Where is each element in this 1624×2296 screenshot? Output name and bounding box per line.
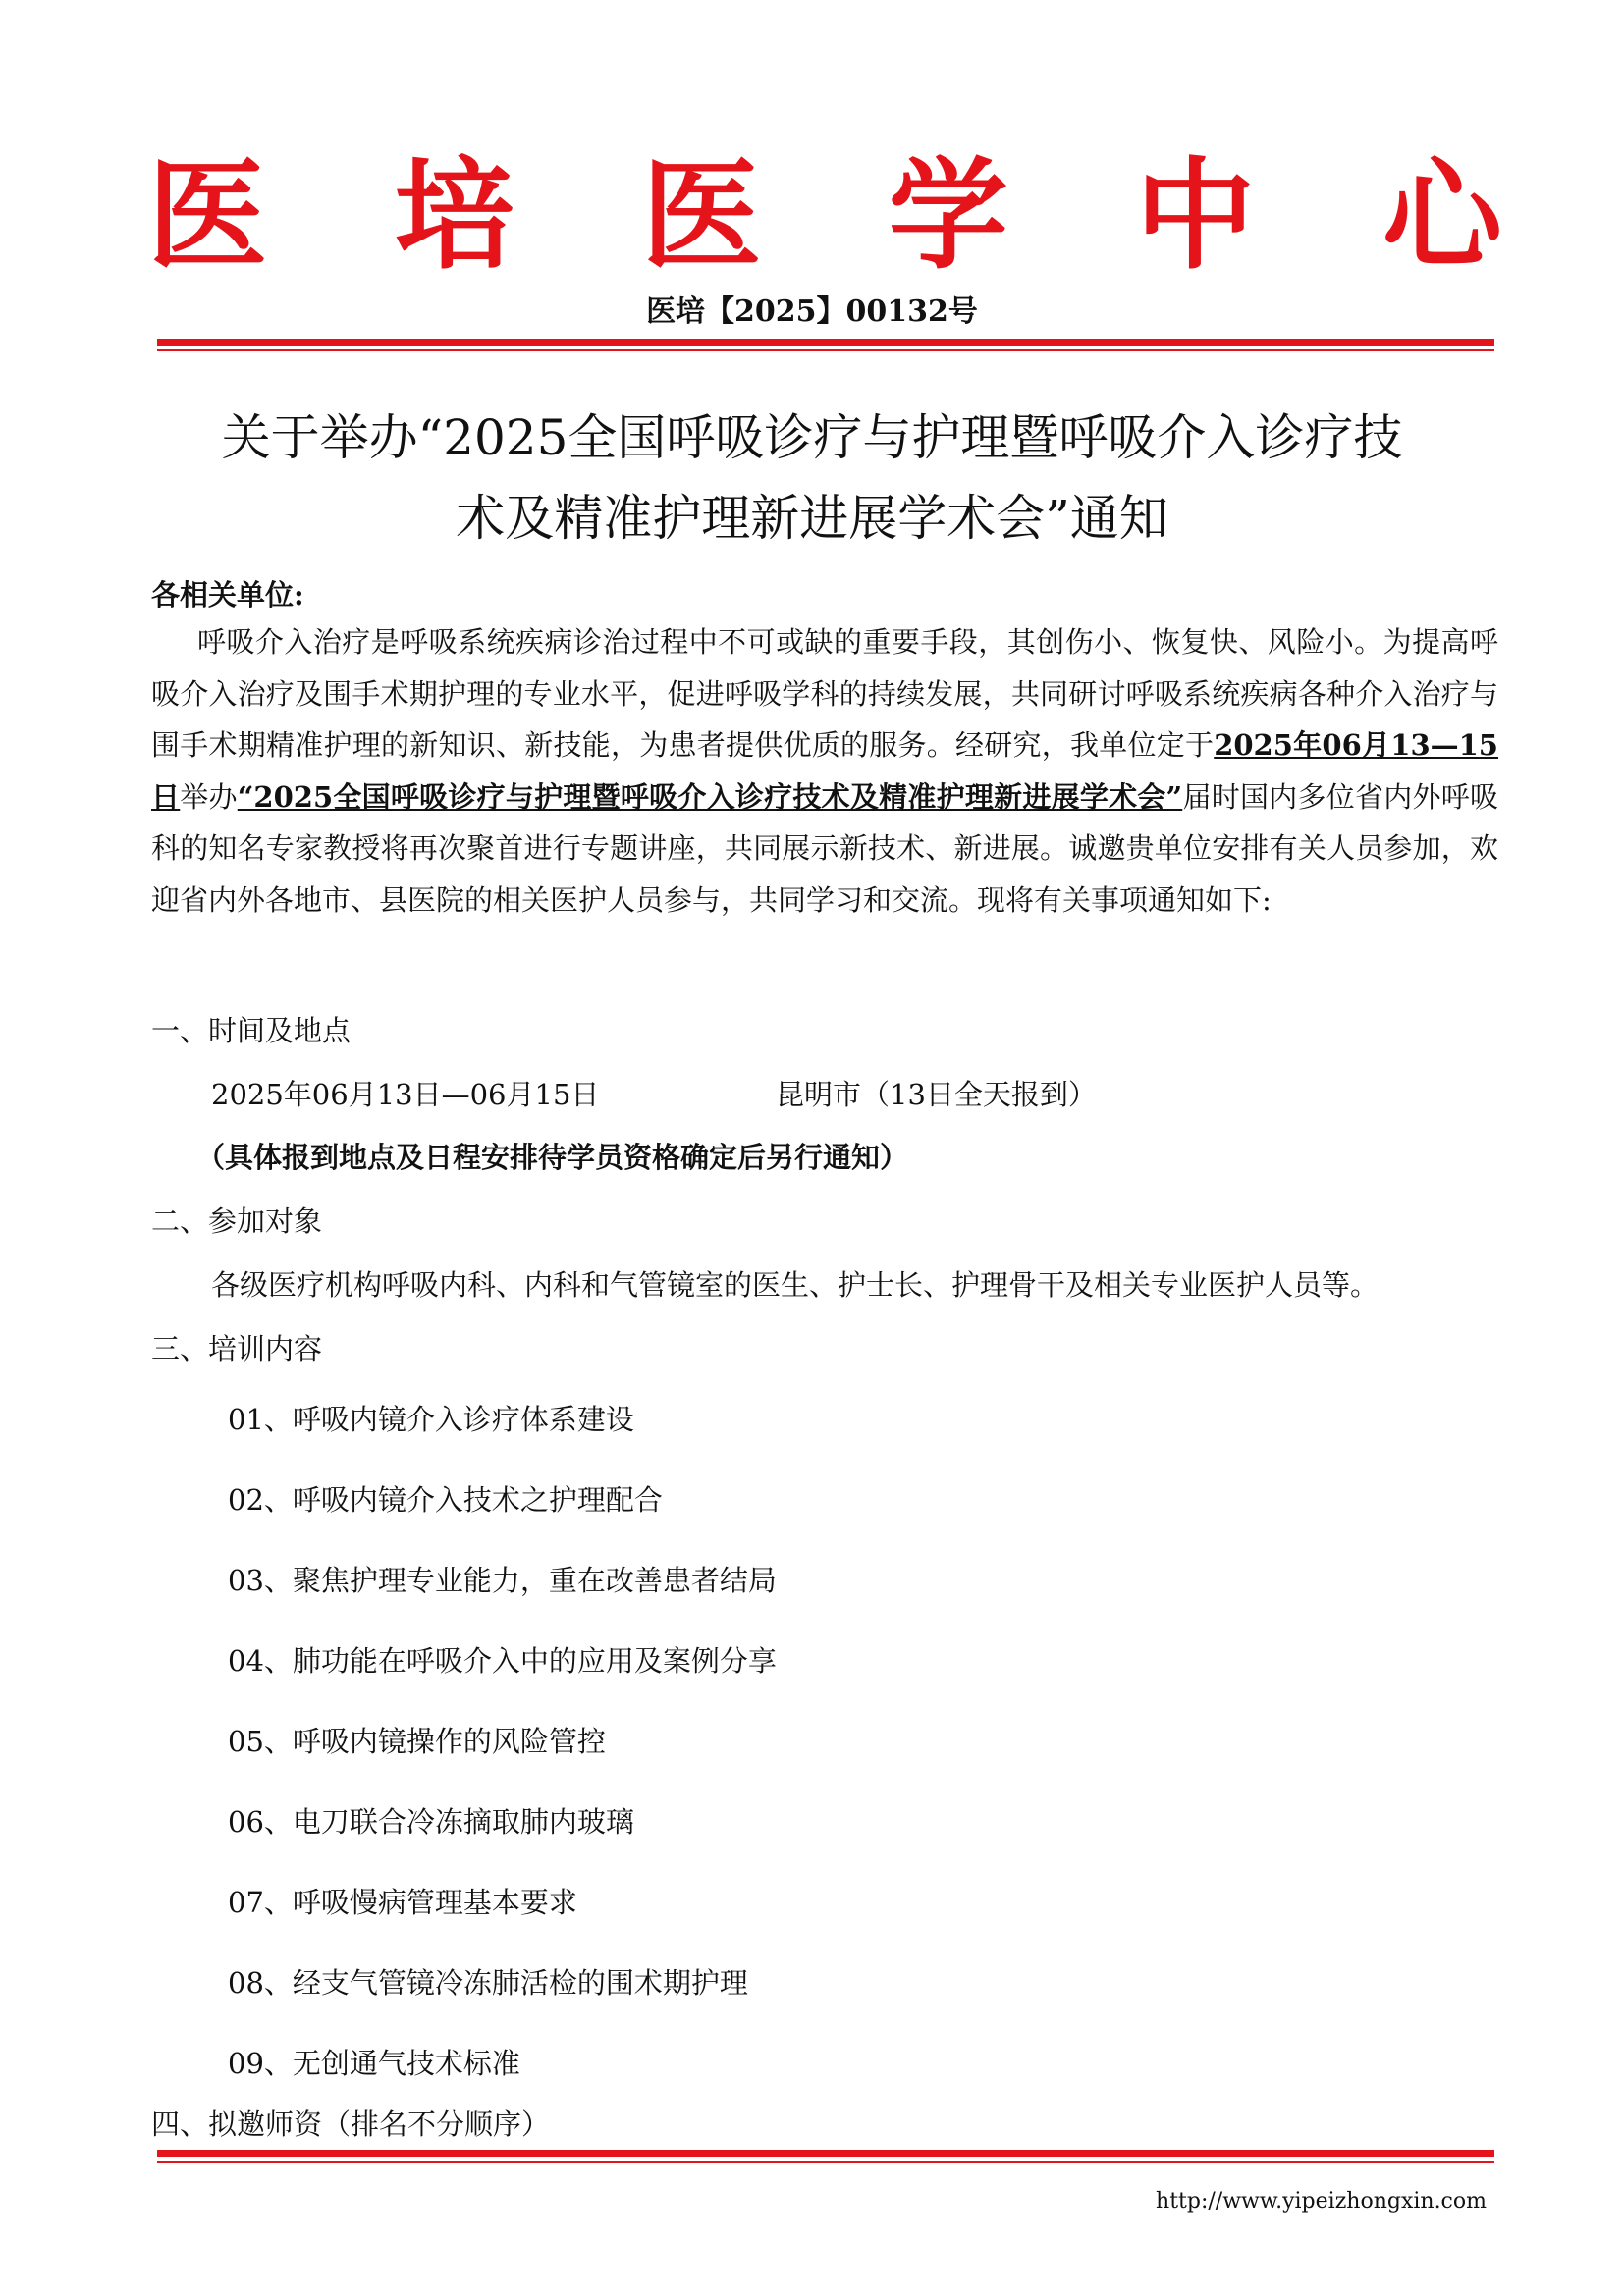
masthead-char: 医	[641, 146, 762, 286]
masthead-char: 培	[394, 146, 514, 286]
event-name: “2025全国呼吸诊疗与护理暨呼吸介入诊疗技术及精准护理新进展学术会”	[237, 779, 1183, 814]
section-heading-content: 三、培训内容	[151, 1332, 323, 1365]
event-place: 昆明市（13日全天报到）	[776, 1078, 1097, 1111]
content-item: 08、经支气管镜冷冻肺活检的围术期护理	[228, 1966, 748, 2000]
content-item: 09、无创通气技术标准	[228, 2047, 520, 2080]
participants-text: 各级医疗机构呼吸内科、内科和气管镜室的医生、护士长、护理骨干及相关专业医护人员等。	[211, 1268, 1380, 1302]
masthead-char: 中	[1135, 146, 1256, 286]
content-item: 04、肺功能在呼吸介入中的应用及案例分享	[228, 1644, 777, 1678]
content-item: 03、聚焦护理专业能力，重在改善患者结局	[228, 1564, 777, 1597]
masthead-char: 学	[888, 146, 1008, 286]
footer-url[interactable]: http://www.yipeizhongxin.com	[1156, 2189, 1487, 2214]
intro-text-1: 呼吸介入治疗是呼吸系统疾病诊治过程中不可或缺的重要手段，其创伤小、恢复快、风险小。为提高呼吸介入治疗及围手术期护理的专业水平，促进呼吸学科的持续发展，共同研讨呼吸系统疾病各种介入治疗与围手术期精准护理的新知识、新技能，为患者提供优质的服务。经研究，我单位定于	[151, 625, 1498, 762]
content-item: 02、呼吸内镜介入技术之护理配合	[228, 1483, 663, 1517]
content-item: 06、电刀联合冷冻摘取肺内玻璃	[228, 1805, 634, 1839]
masthead-char: 心	[1381, 146, 1502, 286]
header-divider	[157, 339, 1494, 351]
content-item: 05、呼吸内镜操作的风险管控	[228, 1725, 606, 1758]
section-heading-time-place: 一、时间及地点	[151, 1014, 352, 1047]
intro-text-2: 举办	[180, 779, 238, 814]
section-heading-faculty: 四、拟邀师资（排名不分顺序）	[151, 2108, 551, 2141]
registration-note: （具体报到地点及日程安排待学员资格确定后另行通知）	[196, 1141, 909, 1174]
masthead-char: 医	[147, 146, 267, 286]
intro-paragraph	[151, 616, 1498, 926]
footer-divider	[157, 2150, 1494, 2163]
event-dates: 2025年06月13日—06月15日	[211, 1078, 600, 1111]
intro-text-3: 届时国内多位省内外呼吸科的知名专家教授将再次聚首进行专题讲座，共同展示新技术、新进展。诚邀贵单位安排有关人员参加，欢迎省内外各地市、县医院的相关医护人员参与，共同学习和交流。现将有关事项通知如下:	[151, 779, 1498, 917]
title-line-2: 术及精准护理新进展学术会”通知	[456, 490, 1168, 547]
masthead	[147, 147, 1502, 285]
salutation: 各相关单位:	[151, 578, 304, 612]
event-date: 2025年06月13—15日	[151, 728, 1498, 814]
document-number: 医培【2025】00132号	[646, 294, 978, 329]
section-heading-participants: 二、参加对象	[151, 1204, 323, 1238]
content-item: 01、呼吸内镜介入诊疗体系建设	[228, 1403, 634, 1436]
document-title	[108, 398, 1516, 559]
content-item: 07、呼吸慢病管理基本要求	[228, 1886, 577, 1919]
title-line-1: 关于举办“2025全国呼吸诊疗与护理暨呼吸介入诊疗技	[221, 409, 1403, 466]
